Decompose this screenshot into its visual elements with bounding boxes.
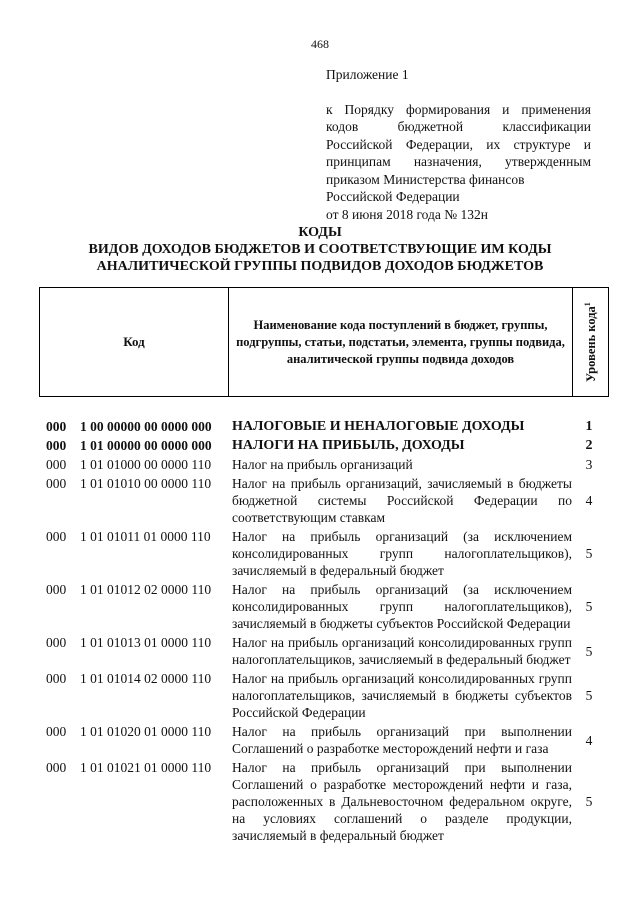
income-name-cell: Налог на прибыль организаций консолидированных групп налогоплательщиков, зачисляемый в бюджеты субъектов Российской Федерации	[232, 671, 572, 720]
admin-code-cell: 000	[46, 671, 67, 686]
income-code-cell: 1 01 01012 02 0000 110	[80, 582, 212, 597]
admin-code-cell: 000	[46, 419, 67, 434]
table-row	[46, 759, 606, 844]
income-name-cell: Налог на прибыль организаций, зачисляемый в бюджеты бюджетной системы Российской Федерации по соответствующим ставкам	[232, 476, 572, 525]
appendix-line: приказом Министерства финансов	[326, 171, 525, 187]
table-row	[46, 670, 606, 721]
income-name-cell: Налог на прибыль организаций при выполнении Соглашений о разработке месторождений нефти и газа, расположенных в Дальневосточном федеральном округе, на условиях соглашений о разделе продукции, зачисляемый в федеральный бюджет	[232, 760, 572, 843]
document-title-line: АНАЛИТИЧЕСКОЙ ГРУППЫ ПОДВИДОВ ДОХОДОВ БЮДЖЕТОВ	[96, 259, 544, 274]
income-code-cell: 1 01 01020 01 0000 110	[80, 724, 212, 739]
income-code-cell: 1 00 00000 00 0000 000	[80, 419, 212, 434]
income-name-cell: Налог на прибыль организаций (за исключением консолидированных групп налогоплательщиков), зачисляемый в федеральный бюджет	[232, 529, 572, 578]
income-name-cell: Налог на прибыль организаций	[232, 457, 413, 472]
income-name-cell: Налог на прибыль организаций (за исключением консолидированных групп налогоплательщиков), зачисляемый в бюджеты субъектов Российской Федерации	[232, 582, 572, 631]
code-level-cell: 4	[585, 732, 593, 748]
page-number: 468	[311, 37, 329, 51]
code-level-cell: 4	[585, 493, 593, 508]
header-name: Наименование кода поступлений в бюджет, группы, подгруппы, статьи, подстатьи, элемента, группы подвида, аналитической группы подвида доходов	[228, 288, 573, 396]
income-code-cell: 1 01 01014 02 0000 110	[80, 671, 212, 686]
income-code-cell: 1 01 01021 01 0000 110	[80, 760, 212, 775]
code-level-cell: 2	[585, 438, 593, 453]
income-name-cell: Налог на прибыль организаций консолидированных групп налогоплательщиков, зачисляемый в федеральный бюджет	[232, 635, 572, 667]
code-level-cell: 5	[585, 794, 593, 809]
table-row	[46, 723, 606, 757]
table-row	[46, 418, 606, 435]
income-name-cell: Налог на прибыль организаций при выполнении Соглашений о разработке месторождений нефти и газа	[232, 724, 572, 756]
appendix-block	[326, 66, 591, 223]
appendix-line: Российской Федерации	[326, 189, 460, 204]
income-name-cell: НАЛОГОВЫЕ И НЕНАЛОГОВЫЕ ДОХОДЫ	[232, 419, 525, 434]
table-row	[46, 528, 606, 579]
code-level-cell: 5	[585, 546, 593, 561]
table-row	[46, 581, 606, 632]
code-level-cell: 3	[585, 457, 593, 472]
admin-code-cell: 000	[46, 457, 67, 472]
income-code-cell: 1 01 00000 00 0000 000	[80, 438, 212, 453]
admin-code-cell: 000	[46, 582, 67, 597]
admin-code-cell: 000	[46, 529, 67, 544]
appendix-line: Российской Федерации, их структуре и	[326, 136, 591, 152]
header-level-footnote: 1	[582, 302, 592, 307]
appendix-line: принципам назначения, утвержденным	[326, 154, 591, 169]
income-name-cell: НАЛОГИ НА ПРИБЫЛЬ, ДОХОДЫ	[232, 438, 465, 453]
admin-code-cell: 000	[46, 724, 67, 739]
header-level	[582, 302, 598, 382]
income-code-cell: 1 01 01011 01 0000 110	[80, 529, 211, 544]
table-row	[46, 634, 606, 668]
code-level-cell: 1	[585, 419, 593, 434]
document-title-line: ВИДОВ ДОХОДОВ БЮДЖЕТОВ И СООТВЕТСТВУЮЩИЕ ИМ КОДЫ	[88, 242, 552, 257]
income-code-cell: 1 01 01013 01 0000 110	[80, 635, 212, 650]
table-header	[39, 287, 609, 397]
document-title	[30, 224, 610, 275]
table-body	[46, 418, 606, 846]
admin-code-cell: 000	[46, 476, 67, 491]
admin-code-cell: 000	[46, 438, 67, 453]
table-row	[46, 456, 606, 473]
appendix-line: от 8 июня 2018 года № 132н	[326, 206, 488, 222]
income-code-cell: 1 01 01000 00 0000 110	[80, 457, 212, 472]
document-title-line: КОДЫ	[298, 225, 342, 240]
header-level-label: Уровень кода	[583, 306, 598, 382]
code-level-cell: 5	[585, 643, 593, 659]
appendix-line: к Порядку формирования и применения	[326, 101, 591, 117]
code-level-cell: 5	[585, 599, 593, 614]
admin-code-cell: 000	[46, 635, 67, 650]
header-level-cell	[573, 288, 608, 396]
code-level-cell: 5	[585, 688, 593, 703]
admin-code-cell: 000	[46, 760, 67, 775]
income-code-cell: 1 01 01010 00 0000 110	[80, 476, 212, 491]
table-row	[46, 437, 606, 454]
appendix-title: Приложение 1	[326, 67, 409, 82]
appendix-line: кодов бюджетной классификации	[326, 119, 591, 134]
table-row	[46, 475, 606, 526]
header-code: Код	[123, 334, 145, 349]
